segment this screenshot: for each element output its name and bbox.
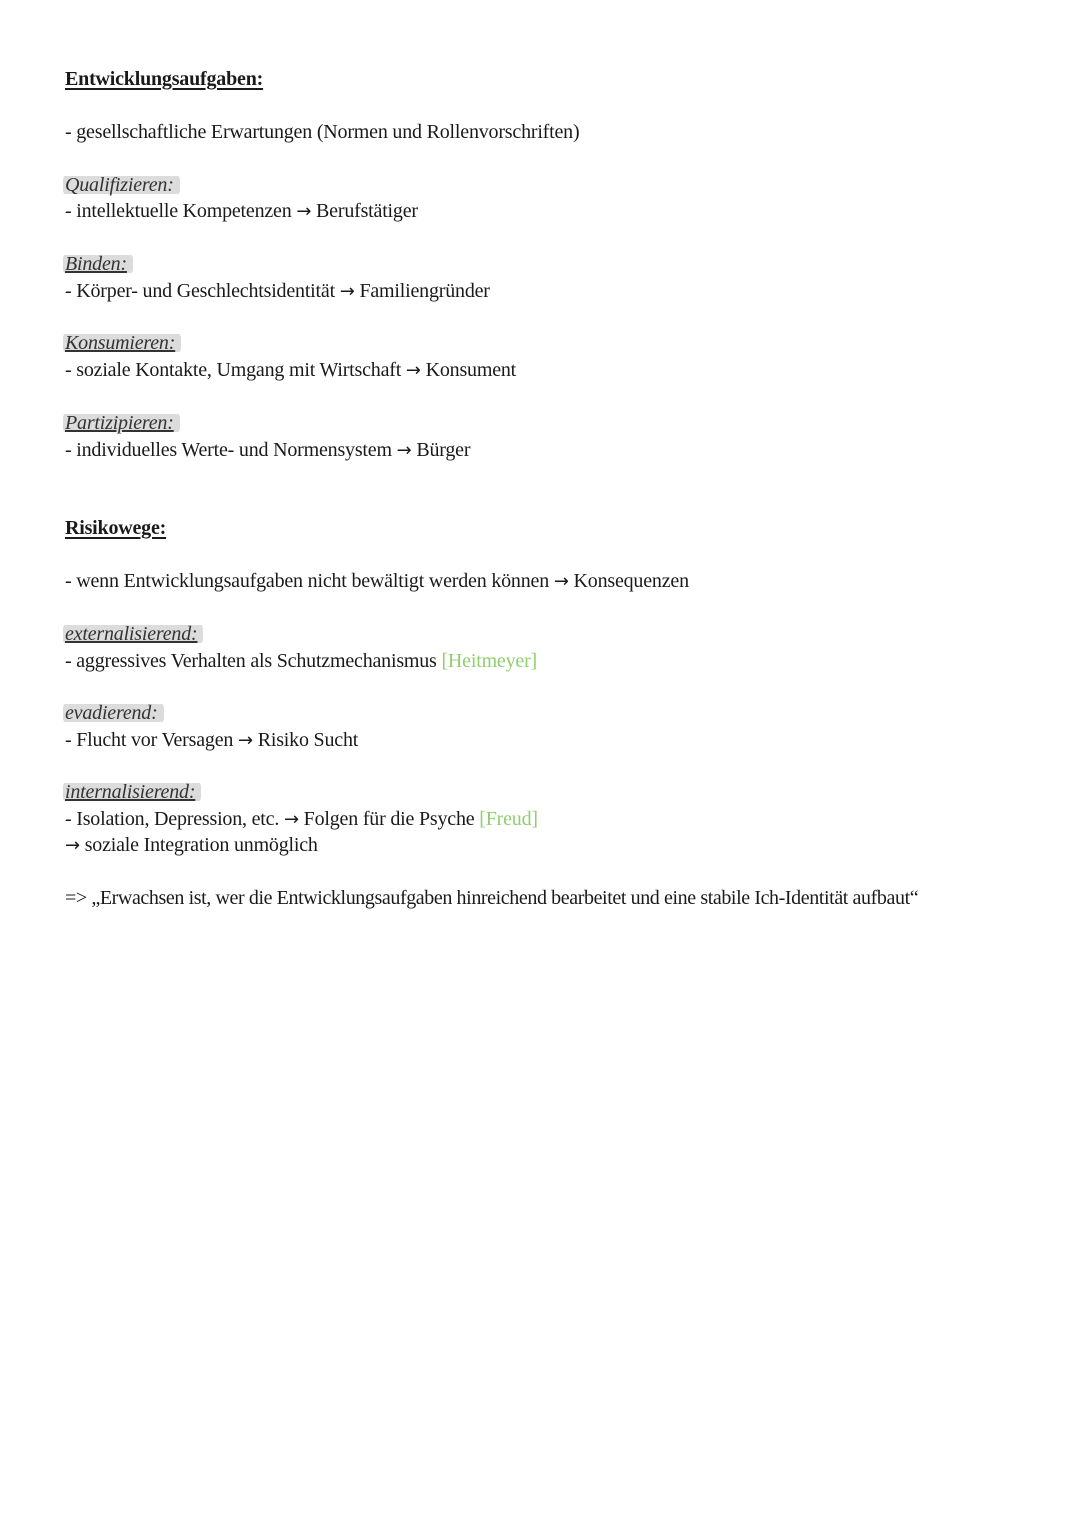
highlighted-label: Binden: <box>63 253 133 275</box>
arrow-right-icon: → <box>296 201 312 222</box>
label-partizipieren <box>65 410 180 436</box>
label-evadierend <box>65 700 164 726</box>
arrow-right-icon: → <box>553 571 569 592</box>
label-externalisierend <box>65 621 203 647</box>
item-text: - individuelles Werte- und Normensystem <box>65 439 392 461</box>
conclusion-quote: => „Erwachsen ist, wer die Entwicklungsaufgaben hinreichend bearbeitet und eine stabile Ich-Identität aufbaut“ <box>65 887 919 909</box>
arrow-right-icon: → <box>396 440 412 461</box>
item-result: Risiko Sucht <box>257 729 359 751</box>
highlighted-label: Qualifizieren: <box>63 174 180 196</box>
item-text: - Isolation, Depression, etc. <box>65 808 280 830</box>
citation-reference: [Freud] <box>479 808 538 830</box>
intro-line: - gesellschaftliche Erwartungen (Normen und Rollenvorschriften) <box>65 121 580 143</box>
item-result: Bürger <box>416 439 471 461</box>
intro-result: Konsequenzen <box>573 570 689 592</box>
item-evadierend <box>65 727 358 754</box>
label-internalisierend <box>65 779 201 805</box>
label-konsumieren <box>65 330 181 356</box>
item-konsumieren <box>65 357 516 384</box>
heading-risikowege: Risikowege: <box>65 517 167 539</box>
heading-entwicklungsaufgaben: Entwicklungsaufgaben: <box>65 68 264 90</box>
item-result: Folgen für die Psyche <box>303 808 475 830</box>
highlighted-label: externalisierend: <box>63 623 203 645</box>
highlighted-label: internalisierend: <box>63 781 201 803</box>
intro-text: - wenn Entwicklungsaufgaben nicht bewältigt werden können <box>65 570 550 592</box>
item-result: Familiengründer <box>359 280 490 302</box>
item-internalisierend <box>65 806 538 833</box>
item-result: Berufstätiger <box>316 200 418 222</box>
label-binden <box>65 251 133 277</box>
item-result: Konsument <box>425 359 517 381</box>
label-qualifizieren <box>65 172 180 198</box>
arrow-right-icon: → <box>238 730 253 751</box>
arrow-right-icon: → <box>339 281 355 302</box>
item-text: - Körper- und Geschlechtsidentität <box>65 280 335 302</box>
item-text: soziale Integration unmöglich <box>84 834 318 856</box>
highlighted-label: Konsumieren: <box>63 332 181 354</box>
arrow-right-icon: → <box>65 835 80 856</box>
arrow-right-icon: → <box>405 360 421 381</box>
highlighted-label: evadierend: <box>63 702 164 724</box>
item-text: - Flucht vor Versagen <box>65 729 234 751</box>
item-text: - soziale Kontakte, Umgang mit Wirtschaft <box>65 359 402 381</box>
item-partizipieren <box>65 437 470 464</box>
item-text: - aggressives Verhalten als Schutzmechanismus <box>65 650 437 672</box>
item-binden <box>65 278 490 305</box>
arrow-right-icon: → <box>283 809 299 830</box>
citation-reference: [Heitmeyer] <box>441 650 537 672</box>
highlighted-label: Partizipieren: <box>63 412 180 434</box>
risiko-intro-line <box>65 568 689 595</box>
item-text: - intellektuelle Kompetenzen <box>65 200 292 222</box>
item-qualifizieren <box>65 198 418 225</box>
item-internalisierend-line2 <box>65 832 318 859</box>
item-externalisierend <box>65 648 537 674</box>
